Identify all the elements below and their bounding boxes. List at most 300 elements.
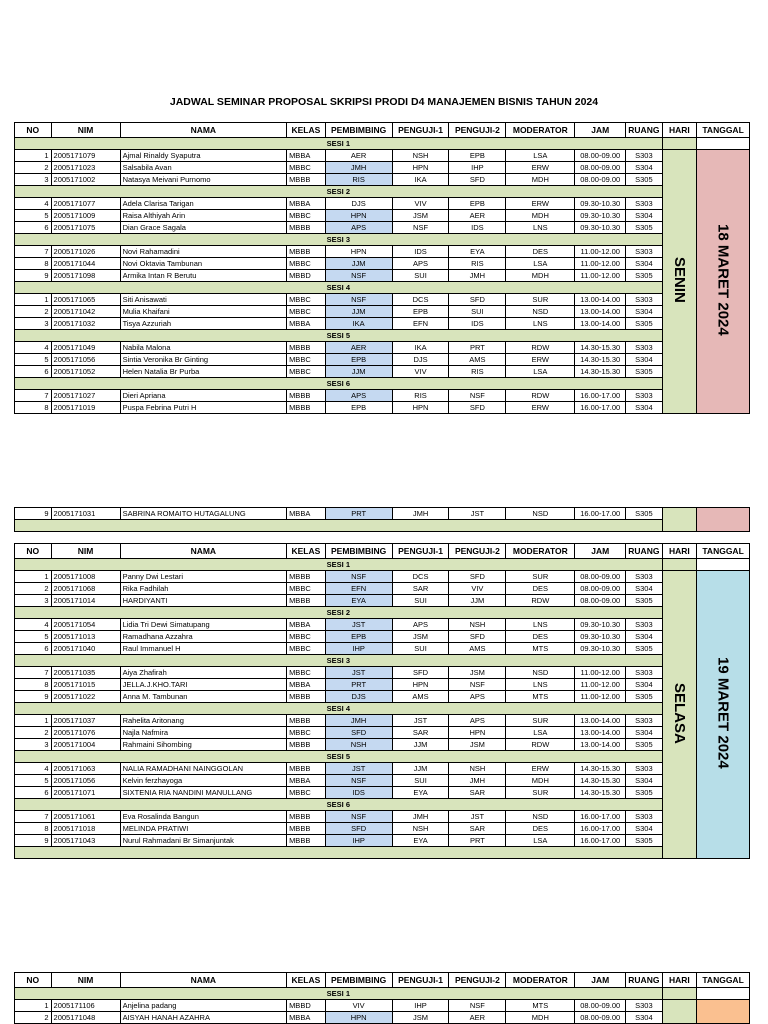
cell-kelas: MBBC xyxy=(287,210,326,222)
tanggal-cell-top xyxy=(697,988,750,1000)
cell-moderator: LSA xyxy=(506,258,575,270)
cell-no: 2 xyxy=(15,727,52,739)
cell-jam: 09.30-10.30 xyxy=(575,619,626,631)
cell-kelas: MBBC xyxy=(287,366,326,378)
cell-no: 8 xyxy=(15,402,52,414)
session-row xyxy=(15,703,750,715)
table-row xyxy=(15,246,750,258)
session-row xyxy=(15,186,750,198)
cell-nama: Salsabila Avan xyxy=(120,162,286,174)
cell-nim: 2005171019 xyxy=(51,402,120,414)
cell-kelas: MBBD xyxy=(287,1000,326,1012)
cell-kelas: MBBC xyxy=(287,306,326,318)
cell-penguji-1: SAR xyxy=(392,727,449,739)
cell-pembimbing: APS xyxy=(325,222,392,234)
cell-jam: 14.30-15.30 xyxy=(575,763,626,775)
cell-no: 5 xyxy=(15,775,52,787)
cell-moderator: MTS xyxy=(506,643,575,655)
cell-penguji-1: SUI xyxy=(392,775,449,787)
column-header: NO xyxy=(15,973,52,988)
cell-nama: Dian Grace Sagala xyxy=(120,222,286,234)
column-header: TANGGAL xyxy=(697,544,750,559)
cell-pembimbing: NSF xyxy=(325,571,392,583)
cell-jam: 11.00-12.00 xyxy=(575,691,626,703)
cell-no: 9 xyxy=(15,270,52,282)
cell-no: 6 xyxy=(15,643,52,655)
column-header: PENGUJI-1 xyxy=(392,123,449,138)
cell-pembimbing: HPN xyxy=(325,1012,392,1024)
cell-kelas: MBBB xyxy=(287,222,326,234)
cell-nim: 2005171035 xyxy=(51,667,120,679)
cell-nim: 2005171042 xyxy=(51,306,120,318)
cell-penguji-1: SUI xyxy=(392,643,449,655)
cell-moderator: SUR xyxy=(506,294,575,306)
cell-ruang: S303 xyxy=(626,342,663,354)
session-label: SESI 4 xyxy=(15,282,663,294)
cell-jam: 16.00-17.00 xyxy=(575,811,626,823)
cell-ruang: S303 xyxy=(626,198,663,210)
cell-ruang: S304 xyxy=(626,306,663,318)
cell-pembimbing: NSF xyxy=(325,775,392,787)
column-header: RUANG xyxy=(626,973,663,988)
table-row xyxy=(15,366,750,378)
cell-nim: 2005171037 xyxy=(51,715,120,727)
cell-jam: 08.00-09.00 xyxy=(575,1000,626,1012)
cell-jam: 08.00-09.00 xyxy=(575,583,626,595)
cell-kelas: MBBB xyxy=(287,811,326,823)
cell-moderator: MDH xyxy=(506,174,575,186)
cell-nim: 2005171015 xyxy=(51,679,120,691)
column-header: MODERATOR xyxy=(506,973,575,988)
schedule-table-senin-continuation xyxy=(14,507,750,532)
cell-nim: 2005171071 xyxy=(51,787,120,799)
cell-nim: 2005171032 xyxy=(51,318,120,330)
column-header: MODERATOR xyxy=(506,544,575,559)
cell-kelas: MBBB xyxy=(287,835,326,847)
cell-penguji-2: JSM xyxy=(449,667,506,679)
cell-pembimbing: APS xyxy=(325,390,392,402)
table-row xyxy=(15,508,750,520)
cell-pembimbing: PRT xyxy=(325,679,392,691)
cell-moderator: LSA xyxy=(506,366,575,378)
table-row xyxy=(15,198,750,210)
cell-moderator: MDH xyxy=(506,775,575,787)
cell-kelas: MBBB xyxy=(287,246,326,258)
cell-penguji-2: JJM xyxy=(449,595,506,607)
session-row xyxy=(15,655,750,667)
session-label: SESI 4 xyxy=(15,703,663,715)
cell-penguji-2: AER xyxy=(449,1012,506,1024)
session-row xyxy=(15,988,750,1000)
cell-no: 3 xyxy=(15,739,52,751)
cell-nama: Tisya Azzuriah xyxy=(120,318,286,330)
hari-cell xyxy=(662,1000,697,1024)
session-label: SESI 1 xyxy=(15,559,663,571)
cell-jam: 16.00-17.00 xyxy=(575,508,626,520)
cell-penguji-1: VIV xyxy=(392,366,449,378)
cell-ruang: S303 xyxy=(626,294,663,306)
session-label: SESI 6 xyxy=(15,799,663,811)
cell-penguji-2: PRT xyxy=(449,342,506,354)
session-label: SESI 5 xyxy=(15,751,663,763)
cell-penguji-2: JST xyxy=(449,811,506,823)
cell-pembimbing: DJS xyxy=(325,198,392,210)
cell-kelas: MBBC xyxy=(287,667,326,679)
cell-jam: 08.00-09.00 xyxy=(575,571,626,583)
cell-pembimbing: AER xyxy=(325,342,392,354)
table-row xyxy=(15,775,750,787)
cell-pembimbing: IKA xyxy=(325,318,392,330)
cell-nama: Mulia Khaifani xyxy=(120,306,286,318)
cell-penguji-2: SAR xyxy=(449,823,506,835)
cell-ruang: S305 xyxy=(626,835,663,847)
cell-nama: NALIA RAMADHANI NAINGGOLAN xyxy=(120,763,286,775)
cell-ruang: S304 xyxy=(626,727,663,739)
cell-kelas: MBBC xyxy=(287,294,326,306)
cell-kelas: MBBA xyxy=(287,679,326,691)
cell-nama: Novi Rahamadini xyxy=(120,246,286,258)
cell-penguji-1: EFN xyxy=(392,318,449,330)
cell-jam: 11.00-12.00 xyxy=(575,246,626,258)
cell-penguji-1: HPN xyxy=(392,162,449,174)
hari-label: SELASA xyxy=(670,682,688,744)
cell-kelas: MBBB xyxy=(287,595,326,607)
cell-penguji-1: JJM xyxy=(392,763,449,775)
cell-pembimbing: JJM xyxy=(325,366,392,378)
cell-jam: 11.00-12.00 xyxy=(575,667,626,679)
table-row xyxy=(15,631,750,643)
column-header: NAMA xyxy=(120,973,286,988)
cell-pembimbing: EPB xyxy=(325,354,392,366)
cell-no: 4 xyxy=(15,342,52,354)
table-row xyxy=(15,583,750,595)
cell-jam: 08.00-09.00 xyxy=(575,1012,626,1024)
cell-no: 4 xyxy=(15,198,52,210)
cell-no: 7 xyxy=(15,390,52,402)
cell-no: 8 xyxy=(15,679,52,691)
table-row xyxy=(15,1012,750,1024)
column-header: PEMBIMBING xyxy=(325,544,392,559)
cell-pembimbing: SFD xyxy=(325,823,392,835)
page-title: JADWAL SEMINAR PROPOSAL SKRIPSI PRODI D4 MANAJEMEN BISNIS TAHUN 2024 xyxy=(169,96,599,108)
hari-label: SENIN xyxy=(670,257,688,303)
cell-nama: SIXTENIA RIA NANDINI MANULLANG xyxy=(120,787,286,799)
table-row xyxy=(15,571,750,583)
table-row xyxy=(15,787,750,799)
cell-no: 9 xyxy=(15,835,52,847)
cell-nama: Najla Nafmira xyxy=(120,727,286,739)
cell-penguji-2: EPB xyxy=(449,150,506,162)
cell-no: 2 xyxy=(15,583,52,595)
cell-no: 8 xyxy=(15,258,52,270)
cell-penguji-1: JMH xyxy=(392,508,449,520)
cell-penguji-2: RIS xyxy=(449,366,506,378)
cell-penguji-1: SFD xyxy=(392,667,449,679)
table-row xyxy=(15,619,750,631)
cell-kelas: MBBB xyxy=(287,739,326,751)
cell-pembimbing: IDS xyxy=(325,787,392,799)
cell-pembimbing: JJM xyxy=(325,306,392,318)
cell-penguji-1: AMS xyxy=(392,691,449,703)
cell-ruang: S305 xyxy=(626,270,663,282)
cell-moderator: SUR xyxy=(506,787,575,799)
cell-jam: 08.00-09.00 xyxy=(575,595,626,607)
session-label: SESI 2 xyxy=(15,186,663,198)
cell-penguji-1: EPB xyxy=(392,306,449,318)
cell-moderator: LNS xyxy=(506,619,575,631)
column-header: HARI xyxy=(662,123,697,138)
cell-jam: 11.00-12.00 xyxy=(575,679,626,691)
cell-nama: Armika Intan R Berutu xyxy=(120,270,286,282)
empty-row-cell xyxy=(15,520,663,532)
cell-kelas: MBBA xyxy=(287,619,326,631)
cell-penguji-2: AER xyxy=(449,210,506,222)
cell-penguji-2: SFD xyxy=(449,402,506,414)
cell-kelas: MBBD xyxy=(287,270,326,282)
cell-kelas: MBBB xyxy=(287,174,326,186)
schedule-table-senin xyxy=(14,122,750,414)
cell-pembimbing: JST xyxy=(325,667,392,679)
cell-moderator: MDH xyxy=(506,210,575,222)
cell-moderator: NSD xyxy=(506,811,575,823)
table-row xyxy=(15,643,750,655)
cell-pembimbing: AER xyxy=(325,150,392,162)
cell-nama: Anjelina padang xyxy=(120,1000,286,1012)
column-header: RUANG xyxy=(626,123,663,138)
column-header: PENGUJI-1 xyxy=(392,544,449,559)
hari-cell-top xyxy=(662,138,697,150)
table-row xyxy=(15,691,750,703)
cell-kelas: MBBC xyxy=(287,258,326,270)
cell-moderator: MTS xyxy=(506,1000,575,1012)
cell-kelas: MBBC xyxy=(287,162,326,174)
cell-nim: 2005171018 xyxy=(51,823,120,835)
schedule-table-selasa xyxy=(14,543,750,859)
cell-moderator: SUR xyxy=(506,715,575,727)
cell-moderator: LSA xyxy=(506,727,575,739)
cell-penguji-2: HPN xyxy=(449,727,506,739)
cell-no: 3 xyxy=(15,174,52,186)
cell-kelas: MBBA xyxy=(287,1012,326,1024)
cell-no: 4 xyxy=(15,763,52,775)
column-header: NIM xyxy=(51,123,120,138)
cell-nim: 2005171075 xyxy=(51,222,120,234)
column-header: NIM xyxy=(51,544,120,559)
cell-moderator: LSA xyxy=(506,150,575,162)
cell-ruang: S305 xyxy=(626,691,663,703)
cell-jam: 16.00-17.00 xyxy=(575,835,626,847)
cell-nama: Raisa Althiyah Arin xyxy=(120,210,286,222)
cell-kelas: MBBB xyxy=(287,715,326,727)
cell-kelas: MBBB xyxy=(287,691,326,703)
cell-ruang: S305 xyxy=(626,222,663,234)
session-row xyxy=(15,234,750,246)
cell-penguji-2: PRT xyxy=(449,835,506,847)
cell-penguji-1: DCS xyxy=(392,294,449,306)
cell-no: 1 xyxy=(15,150,52,162)
table-row xyxy=(15,150,750,162)
table-row xyxy=(15,667,750,679)
column-header: JAM xyxy=(575,123,626,138)
cell-pembimbing: EYA xyxy=(325,595,392,607)
cell-moderator: LNS xyxy=(506,318,575,330)
cell-jam: 13.00-14.00 xyxy=(575,318,626,330)
column-header: RUANG xyxy=(626,544,663,559)
cell-jam: 14.30-15.30 xyxy=(575,342,626,354)
cell-penguji-2: AMS xyxy=(449,643,506,655)
cell-nama: Adela Clarisa Tarigan xyxy=(120,198,286,210)
cell-nama: Nurul Rahmadani Br Simanjuntak xyxy=(120,835,286,847)
cell-moderator: RDW xyxy=(506,342,575,354)
cell-penguji-1: NSH xyxy=(392,823,449,835)
table-row xyxy=(15,1000,750,1012)
cell-ruang: S303 xyxy=(626,1000,663,1012)
cell-moderator: LNS xyxy=(506,679,575,691)
cell-no: 8 xyxy=(15,823,52,835)
header-row xyxy=(15,123,750,138)
cell-penguji-1: JSM xyxy=(392,631,449,643)
cell-nama: Raul Immanuel H xyxy=(120,643,286,655)
cell-moderator: LNS xyxy=(506,222,575,234)
cell-nama: Rahmaini Sihombing xyxy=(120,739,286,751)
column-header: KELAS xyxy=(287,544,326,559)
cell-penguji-1: VIV xyxy=(392,198,449,210)
cell-ruang: S305 xyxy=(626,643,663,655)
cell-pembimbing: JST xyxy=(325,619,392,631)
cell-penguji-1: SUI xyxy=(392,595,449,607)
cell-penguji-2: IDS xyxy=(449,222,506,234)
cell-penguji-2: JMH xyxy=(449,775,506,787)
cell-kelas: MBBC xyxy=(287,583,326,595)
cell-nama: Dieri Apriana xyxy=(120,390,286,402)
cell-nim: 2005171061 xyxy=(51,811,120,823)
cell-kelas: MBBB xyxy=(287,342,326,354)
cell-nim: 2005171008 xyxy=(51,571,120,583)
cell-ruang: S304 xyxy=(626,583,663,595)
column-header: NAMA xyxy=(120,544,286,559)
column-header: JAM xyxy=(575,973,626,988)
cell-nama: Anna M. Tambunan xyxy=(120,691,286,703)
session-label: SESI 2 xyxy=(15,607,663,619)
cell-no: 6 xyxy=(15,222,52,234)
cell-nama: JELLA.J.KHO.TARI xyxy=(120,679,286,691)
cell-nama: Panny Dwi Lestari xyxy=(120,571,286,583)
cell-pembimbing: JMH xyxy=(325,715,392,727)
cell-ruang: S303 xyxy=(626,619,663,631)
cell-pembimbing: NSF xyxy=(325,294,392,306)
cell-penguji-2: NSH xyxy=(449,763,506,775)
cell-pembimbing: EPB xyxy=(325,631,392,643)
table-row xyxy=(15,270,750,282)
table-row xyxy=(15,318,750,330)
cell-moderator: MTS xyxy=(506,691,575,703)
schedule-table-day3 xyxy=(14,972,750,1024)
cell-penguji-1: IHP xyxy=(392,1000,449,1012)
cell-nim: 2005171106 xyxy=(51,1000,120,1012)
cell-pembimbing: IHP xyxy=(325,643,392,655)
cell-ruang: S303 xyxy=(626,811,663,823)
hari-cell xyxy=(662,508,697,532)
cell-penguji-1: HPN xyxy=(392,679,449,691)
cell-moderator: NSD xyxy=(506,508,575,520)
cell-jam: 11.00-12.00 xyxy=(575,258,626,270)
cell-no: 2 xyxy=(15,162,52,174)
cell-pembimbing: IHP xyxy=(325,835,392,847)
cell-nama: MELINDA PRATIWI xyxy=(120,823,286,835)
cell-nama: Novi Oktavia Tambunan xyxy=(120,258,286,270)
cell-nama: Rika Fadhilah xyxy=(120,583,286,595)
table-row xyxy=(15,595,750,607)
table-row xyxy=(15,823,750,835)
cell-nim: 2005171031 xyxy=(51,508,120,520)
cell-jam: 14.30-15.30 xyxy=(575,787,626,799)
cell-jam: 13.00-14.00 xyxy=(575,715,626,727)
cell-nama: Kelvin ferzhayoga xyxy=(120,775,286,787)
table-row xyxy=(15,739,750,751)
cell-penguji-2: VIV xyxy=(449,583,506,595)
header-row xyxy=(15,973,750,988)
cell-moderator: SUR xyxy=(506,571,575,583)
cell-penguji-2: NSF xyxy=(449,679,506,691)
cell-ruang: S304 xyxy=(626,631,663,643)
cell-jam: 14.30-15.30 xyxy=(575,775,626,787)
cell-moderator: RDW xyxy=(506,595,575,607)
session-row xyxy=(15,282,750,294)
cell-nim: 2005171044 xyxy=(51,258,120,270)
cell-nama: Natasya Meivani Purnomo xyxy=(120,174,286,186)
cell-ruang: S304 xyxy=(626,679,663,691)
cell-no: 5 xyxy=(15,354,52,366)
cell-nama: Nabila Malona xyxy=(120,342,286,354)
empty-row xyxy=(15,847,750,859)
table-row xyxy=(15,679,750,691)
cell-penguji-2: IHP xyxy=(449,162,506,174)
cell-no: 7 xyxy=(15,811,52,823)
cell-penguji-1: IKA xyxy=(392,174,449,186)
cell-pembimbing: JJM xyxy=(325,258,392,270)
cell-ruang: S305 xyxy=(626,508,663,520)
cell-nim: 2005171076 xyxy=(51,727,120,739)
empty-row xyxy=(15,520,750,532)
cell-moderator: RDW xyxy=(506,739,575,751)
cell-jam: 16.00-17.00 xyxy=(575,823,626,835)
cell-moderator: ERW xyxy=(506,198,575,210)
cell-penguji-1: APS xyxy=(392,619,449,631)
cell-nim: 2005171026 xyxy=(51,246,120,258)
cell-ruang: S304 xyxy=(626,402,663,414)
cell-penguji-1: DCS xyxy=(392,571,449,583)
cell-kelas: MBBB xyxy=(287,390,326,402)
cell-nim: 2005171063 xyxy=(51,763,120,775)
cell-ruang: S305 xyxy=(626,739,663,751)
hari-cell xyxy=(662,571,697,859)
cell-penguji-1: NSH xyxy=(392,150,449,162)
cell-penguji-1: EYA xyxy=(392,835,449,847)
cell-nim: 2005171077 xyxy=(51,198,120,210)
cell-no: 9 xyxy=(15,691,52,703)
cell-ruang: S304 xyxy=(626,258,663,270)
cell-jam: 13.00-14.00 xyxy=(575,727,626,739)
cell-moderator: LSA xyxy=(506,835,575,847)
cell-nama: Lidia Tri Dewi Simatupang xyxy=(120,619,286,631)
cell-pembimbing: EFN xyxy=(325,583,392,595)
cell-pembimbing: VIV xyxy=(325,1000,392,1012)
cell-penguji-1: JSM xyxy=(392,1012,449,1024)
cell-penguji-2: AMS xyxy=(449,354,506,366)
cell-ruang: S304 xyxy=(626,162,663,174)
table-row xyxy=(15,222,750,234)
session-row xyxy=(15,799,750,811)
